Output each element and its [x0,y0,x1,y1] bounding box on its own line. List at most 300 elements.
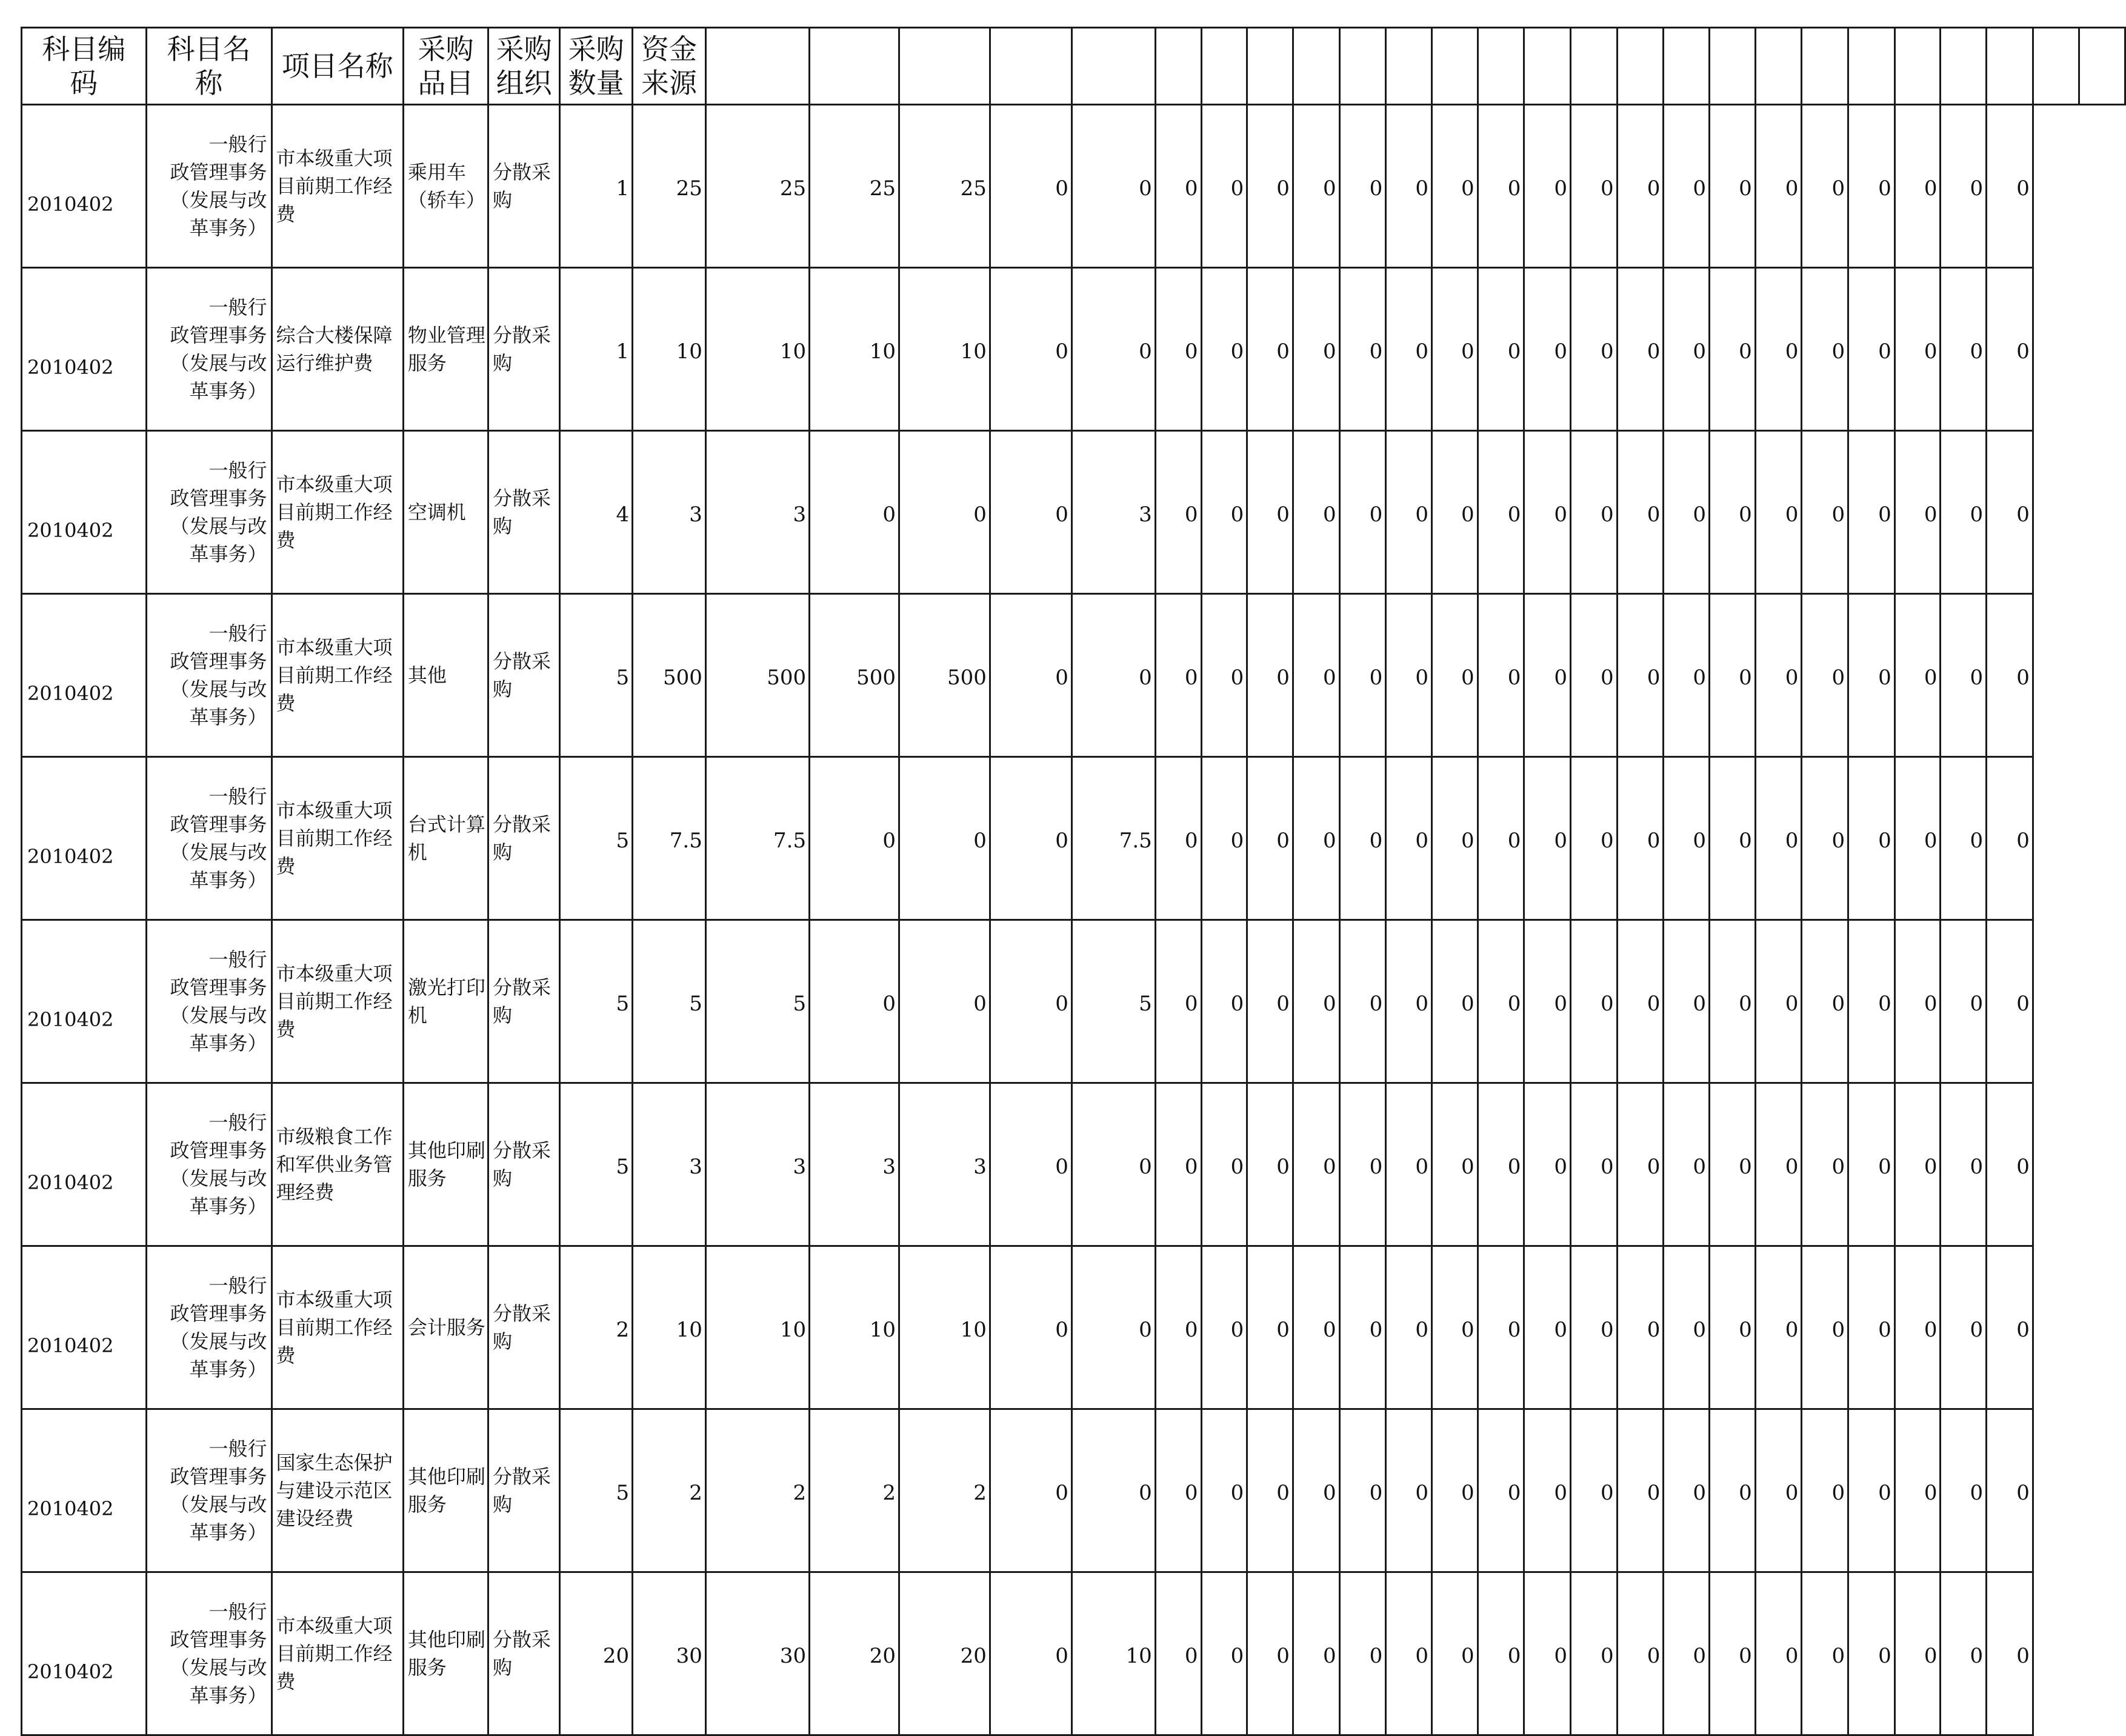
amount-cell: 3 [1071,431,1155,594]
amount-cell: 10 [1071,1572,1155,1735]
amount-cell: 0 [1431,1246,1478,1409]
amount-cell: 5 [633,920,706,1083]
project-name-cell: 市本级重大项目前期工作经费 [272,757,403,920]
amount-cell: 0 [1339,105,1386,268]
header-empty-cell [1478,28,1524,105]
amount-cell: 0 [1431,1083,1478,1246]
amount-cell: 0 [1478,757,1524,920]
header-empty-cell [1431,28,1478,105]
amount-cell: 25 [705,105,809,268]
amount-cell: 0 [1987,594,2033,757]
amount-cell: 10 [810,268,899,431]
amount-cell: 20 [810,1572,899,1735]
procurement-org-cell: 分散采购 [488,594,560,757]
amount-cell: 0 [1339,1409,1386,1572]
amount-cell: 0 [1710,431,1756,594]
amount-cell: 0 [810,920,899,1083]
amount-cell: 0 [1524,1246,1571,1409]
table-row [22,1409,2125,1572]
project-name-cell: 国家生态保护与建设示范区建设经费 [272,1409,403,1572]
amount-cell: 0 [1802,920,1848,1083]
header-empty-cell [1386,28,1432,105]
amount-cell: 0 [1155,1409,1201,1572]
amount-cell: 0 [1524,594,1571,757]
subject-name-cell: 一般行 政管理事务 （发展与改 革事务） [146,431,272,594]
procurement-item-cell: 会计服务 [403,1246,488,1409]
amount-cell: 0 [1941,594,1987,757]
amount-cell: 0 [990,1246,1071,1409]
amount-cell: 0 [1802,757,1848,920]
amount-cell: 0 [1664,105,1710,268]
project-name-cell: 综合大楼保障运行维护费 [272,268,403,431]
subject-code-cell: 2010402 [22,105,147,268]
subject-code-cell: 2010402 [22,920,147,1083]
amount-cell: 0 [1755,920,1802,1083]
amount-cell: 7.5 [1071,757,1155,920]
amount-cell: 0 [810,431,899,594]
amount-cell: 0 [1155,1572,1201,1735]
table-row [22,757,2125,920]
procurement-org-cell: 分散采购 [488,757,560,920]
amount-cell: 25 [810,105,899,268]
amount-cell: 0 [1293,268,1339,431]
header-empty-cell [1155,28,1201,105]
header-empty-cell [1755,28,1802,105]
amount-cell: 500 [899,594,990,757]
amount-cell: 0 [1293,920,1339,1083]
amount-cell: 0 [1848,1246,1895,1409]
amount-cell: 0 [990,105,1071,268]
amount-cell: 0 [1848,105,1895,268]
header-empty-cell [1247,28,1293,105]
header-empty-cell [1848,28,1895,105]
amount-cell: 0 [1894,431,1941,594]
amount-cell: 0 [1247,1409,1293,1572]
amount-cell: 0 [1247,268,1293,431]
amount-cell: 0 [1617,594,1664,757]
header-subject-name: 科目名 称 [146,28,272,105]
header-empty-cell [1201,28,1247,105]
amount-cell: 0 [1710,1409,1756,1572]
header-project-name: 项目名称 [272,28,403,105]
quantity-cell: 20 [560,1572,633,1735]
amount-cell: 0 [1155,431,1201,594]
header-empty-cell [1802,28,1848,105]
amount-cell: 0 [1848,920,1895,1083]
amount-cell: 0 [1386,594,1432,757]
amount-cell: 0 [1155,1246,1201,1409]
project-name-cell: 市本级重大项目前期工作经费 [272,920,403,1083]
amount-cell: 0 [990,1083,1071,1246]
procurement-table [21,27,2126,1736]
amount-cell: 0 [1710,920,1756,1083]
quantity-cell: 1 [560,105,633,268]
amount-cell: 0 [1386,1409,1432,1572]
amount-cell: 0 [1201,268,1247,431]
amount-cell: 0 [1478,594,1524,757]
amount-cell: 500 [705,594,809,757]
amount-cell: 0 [1941,268,1987,431]
quantity-cell: 5 [560,757,633,920]
header-empty-cell [1987,28,2033,105]
amount-cell: 0 [990,920,1071,1083]
amount-cell: 0 [1848,594,1895,757]
amount-cell: 0 [899,431,990,594]
header-empty-cell [2033,28,2079,105]
header-empty-cell [1664,28,1710,105]
header-fund-source: 资金 来源 [633,28,706,105]
amount-cell: 3 [705,431,809,594]
header-empty-cell [1339,28,1386,105]
amount-cell: 0 [1755,431,1802,594]
header-empty-cell [2079,28,2125,105]
amount-cell: 10 [899,268,990,431]
header-empty-cell [810,28,899,105]
amount-cell: 0 [1894,757,1941,920]
amount-cell: 20 [899,1572,990,1735]
amount-cell: 0 [1710,1572,1756,1735]
amount-cell: 0 [1571,594,1618,757]
table-row [22,268,2125,431]
amount-cell: 0 [1478,1246,1524,1409]
amount-cell: 3 [633,1083,706,1246]
amount-cell: 0 [1201,431,1247,594]
subject-name-cell: 一般行 政管理事务 （发展与改 革事务） [146,920,272,1083]
amount-cell: 0 [1293,105,1339,268]
subject-name-cell: 一般行 政管理事务 （发展与改 革事务） [146,757,272,920]
amount-cell: 0 [1524,1409,1571,1572]
table-row [22,1572,2125,1735]
amount-cell: 0 [1247,920,1293,1083]
subject-name-cell: 一般行 政管理事务 （发展与改 革事务） [146,1246,272,1409]
amount-cell: 0 [1524,757,1571,920]
amount-cell: 0 [990,431,1071,594]
amount-cell: 0 [1386,431,1432,594]
amount-cell: 0 [1617,1246,1664,1409]
procurement-item-cell: 台式计算机 [403,757,488,920]
table-row [22,1083,2125,1246]
amount-cell: 0 [1478,920,1524,1083]
amount-cell: 0 [1755,594,1802,757]
procurement-org-cell: 分散采购 [488,1409,560,1572]
amount-cell: 0 [1617,1409,1664,1572]
amount-cell: 0 [1478,431,1524,594]
amount-cell: 0 [1664,268,1710,431]
project-name-cell: 市本级重大项目前期工作经费 [272,1246,403,1409]
amount-cell: 0 [1478,1083,1524,1246]
amount-cell: 0 [1293,1572,1339,1735]
amount-cell: 0 [1571,268,1618,431]
amount-cell: 0 [990,757,1071,920]
amount-cell: 0 [1071,594,1155,757]
amount-cell: 0 [1071,268,1155,431]
amount-cell: 0 [1155,920,1201,1083]
amount-cell: 0 [1524,105,1571,268]
header-subject-code: 科目编 码 [22,28,147,105]
amount-cell: 0 [1848,431,1895,594]
quantity-cell: 1 [560,268,633,431]
header-empty-cell [1293,28,1339,105]
amount-cell: 0 [1848,1409,1895,1572]
header-procurement-quantity: 采购 数量 [560,28,633,105]
amount-cell: 2 [633,1409,706,1572]
amount-cell: 0 [990,1409,1071,1572]
amount-cell: 0 [1941,920,1987,1083]
amount-cell: 0 [1802,105,1848,268]
amount-cell: 0 [1247,105,1293,268]
amount-cell: 3 [899,1083,990,1246]
amount-cell: 0 [1664,1083,1710,1246]
amount-cell: 0 [1071,1083,1155,1246]
amount-cell: 0 [1386,1246,1432,1409]
amount-cell: 3 [633,431,706,594]
amount-cell: 0 [810,757,899,920]
procurement-org-cell: 分散采购 [488,105,560,268]
procurement-item-cell: 空调机 [403,431,488,594]
amount-cell: 0 [1293,594,1339,757]
amount-cell: 0 [1386,920,1432,1083]
amount-cell: 0 [1293,1246,1339,1409]
procurement-item-cell: 其他印刷服务 [403,1409,488,1572]
header-procurement-org: 采购 组织 [488,28,560,105]
amount-cell: 0 [1894,268,1941,431]
amount-cell: 0 [1571,1409,1618,1572]
amount-cell: 0 [1894,1409,1941,1572]
amount-cell: 0 [1941,1409,1987,1572]
header-empty-cell [1617,28,1664,105]
amount-cell: 0 [899,920,990,1083]
amount-cell: 0 [1987,1409,2033,1572]
amount-cell: 0 [1071,1409,1155,1572]
amount-cell: 0 [1802,594,1848,757]
amount-cell: 0 [1987,105,2033,268]
amount-cell: 0 [1755,1572,1802,1735]
amount-cell: 2 [899,1409,990,1572]
project-name-cell: 市本级重大项目前期工作经费 [272,105,403,268]
procurement-item-cell: 其他 [403,594,488,757]
subject-code-cell: 2010402 [22,268,147,431]
amount-cell: 25 [899,105,990,268]
amount-cell: 0 [1710,1083,1756,1246]
header-empty-cell [899,28,990,105]
amount-cell: 0 [1894,105,1941,268]
amount-cell: 0 [1802,1409,1848,1572]
table-row [22,920,2125,1083]
amount-cell: 0 [1664,1246,1710,1409]
amount-cell: 0 [1617,920,1664,1083]
amount-cell: 0 [1617,1083,1664,1246]
amount-cell: 0 [1710,757,1756,920]
amount-cell: 0 [1755,105,1802,268]
amount-cell: 0 [1664,594,1710,757]
amount-cell: 0 [1802,268,1848,431]
subject-name-cell: 一般行 政管理事务 （发展与改 革事务） [146,268,272,431]
amount-cell: 0 [1894,920,1941,1083]
amount-cell: 0 [1339,594,1386,757]
procurement-item-cell: 物业管理服务 [403,268,488,431]
amount-cell: 0 [1201,1572,1247,1735]
amount-cell: 0 [899,757,990,920]
header-empty-cell [1071,28,1155,105]
amount-cell: 0 [1987,268,2033,431]
subject-name-cell: 一般行 政管理事务 （发展与改 革事务） [146,105,272,268]
amount-cell: 3 [705,1083,809,1246]
amount-cell: 0 [1247,1083,1293,1246]
amount-cell: 0 [1247,757,1293,920]
amount-cell: 30 [705,1572,809,1735]
amount-cell: 0 [1201,757,1247,920]
amount-cell: 0 [1571,920,1618,1083]
amount-cell: 0 [1386,1572,1432,1735]
amount-cell: 0 [1664,1572,1710,1735]
project-name-cell: 市本级重大项目前期工作经费 [272,431,403,594]
amount-cell: 0 [1941,1246,1987,1409]
subject-name-cell: 一般行 政管理事务 （发展与改 革事务） [146,594,272,757]
amount-cell: 0 [1386,268,1432,431]
amount-cell: 7.5 [705,757,809,920]
procurement-item-cell: 其他印刷服务 [403,1572,488,1735]
procurement-item-cell: 乘用车（轿车） [403,105,488,268]
subject-code-cell: 2010402 [22,1083,147,1246]
amount-cell: 0 [1894,594,1941,757]
quantity-cell: 5 [560,594,633,757]
amount-cell: 0 [1339,1083,1386,1246]
table-row [22,1246,2125,1409]
amount-cell: 0 [1339,431,1386,594]
amount-cell: 0 [1710,105,1756,268]
quantity-cell: 2 [560,1246,633,1409]
procurement-item-cell: 其他印刷服务 [403,1083,488,1246]
amount-cell: 0 [1155,757,1201,920]
quantity-cell: 4 [560,431,633,594]
amount-cell: 0 [1755,1246,1802,1409]
table-row [22,431,2125,594]
amount-cell: 0 [1571,757,1618,920]
amount-cell: 0 [1848,1083,1895,1246]
amount-cell: 0 [1386,757,1432,920]
amount-cell: 0 [1894,1246,1941,1409]
amount-cell: 7.5 [633,757,706,920]
amount-cell: 0 [1987,920,2033,1083]
procurement-org-cell: 分散采购 [488,431,560,594]
procurement-item-cell: 激光打印机 [403,920,488,1083]
procurement-org-cell: 分散采购 [488,268,560,431]
amount-cell: 0 [1247,1572,1293,1735]
amount-cell: 0 [1848,757,1895,920]
amount-cell: 2 [705,1409,809,1572]
amount-cell: 0 [1617,105,1664,268]
amount-cell: 0 [1431,105,1478,268]
amount-cell: 0 [1524,268,1571,431]
amount-cell: 0 [990,594,1071,757]
amount-cell: 0 [1524,431,1571,594]
amount-cell: 0 [1201,1409,1247,1572]
amount-cell: 10 [633,1246,706,1409]
subject-name-cell: 一般行 政管理事务 （发展与改 革事务） [146,1083,272,1246]
amount-cell: 0 [1201,920,1247,1083]
table-row [22,105,2125,268]
amount-cell: 0 [1941,1083,1987,1246]
amount-cell: 0 [1617,268,1664,431]
project-name-cell: 市级粮食工作和军供业务管理经费 [272,1083,403,1246]
amount-cell: 0 [1848,1572,1895,1735]
amount-cell: 0 [1894,1083,1941,1246]
amount-cell: 0 [1571,1572,1618,1735]
amount-cell: 0 [1664,920,1710,1083]
amount-cell: 0 [1431,757,1478,920]
amount-cell: 0 [1339,268,1386,431]
amount-cell: 10 [810,1246,899,1409]
header-empty-cell [1710,28,1756,105]
quantity-cell: 5 [560,920,633,1083]
amount-cell: 0 [1571,1246,1618,1409]
amount-cell: 0 [1987,1083,2033,1246]
header-empty-cell [990,28,1071,105]
amount-cell: 0 [1524,1083,1571,1246]
amount-cell: 0 [990,1572,1071,1735]
amount-cell: 0 [1431,268,1478,431]
amount-cell: 0 [1571,431,1618,594]
amount-cell: 10 [705,268,809,431]
amount-cell: 0 [1848,268,1895,431]
amount-cell: 0 [1755,1409,1802,1572]
amount-cell: 0 [1987,757,2033,920]
amount-cell: 0 [1478,1409,1524,1572]
amount-cell: 0 [1571,1083,1618,1246]
subject-code-cell: 2010402 [22,1246,147,1409]
amount-cell: 10 [633,268,706,431]
amount-cell: 0 [1941,105,1987,268]
header-row [22,28,2125,105]
amount-cell: 0 [1247,594,1293,757]
amount-cell: 0 [1201,1083,1247,1246]
amount-cell: 0 [1802,431,1848,594]
subject-code-cell: 2010402 [22,594,147,757]
subject-code-cell: 2010402 [22,757,147,920]
amount-cell: 0 [1524,1572,1571,1735]
amount-cell: 0 [1478,105,1524,268]
header-procurement-item: 采购 品目 [403,28,488,105]
amount-cell: 10 [899,1246,990,1409]
amount-cell: 0 [1155,1083,1201,1246]
amount-cell: 0 [1664,431,1710,594]
subject-name-cell: 一般行 政管理事务 （发展与改 革事务） [146,1572,272,1735]
quantity-cell: 5 [560,1083,633,1246]
header-empty-cell [705,28,809,105]
amount-cell: 0 [1071,105,1155,268]
amount-cell: 0 [1431,920,1478,1083]
amount-cell: 0 [1802,1083,1848,1246]
amount-cell: 500 [810,594,899,757]
amount-cell: 0 [1201,105,1247,268]
amount-cell: 0 [1755,268,1802,431]
amount-cell: 0 [1987,1572,2033,1735]
amount-cell: 0 [1987,1246,2033,1409]
amount-cell: 0 [1293,431,1339,594]
procurement-org-cell: 分散采购 [488,920,560,1083]
amount-cell: 0 [1431,594,1478,757]
procurement-org-cell: 分散采购 [488,1246,560,1409]
amount-cell: 0 [990,268,1071,431]
header-empty-cell [1571,28,1618,105]
amount-cell: 10 [705,1246,809,1409]
amount-cell: 0 [1431,1409,1478,1572]
amount-cell: 0 [1941,757,1987,920]
amount-cell: 0 [1941,1572,1987,1735]
amount-cell: 0 [1987,431,2033,594]
header-empty-cell [1941,28,1987,105]
amount-cell: 5 [705,920,809,1083]
